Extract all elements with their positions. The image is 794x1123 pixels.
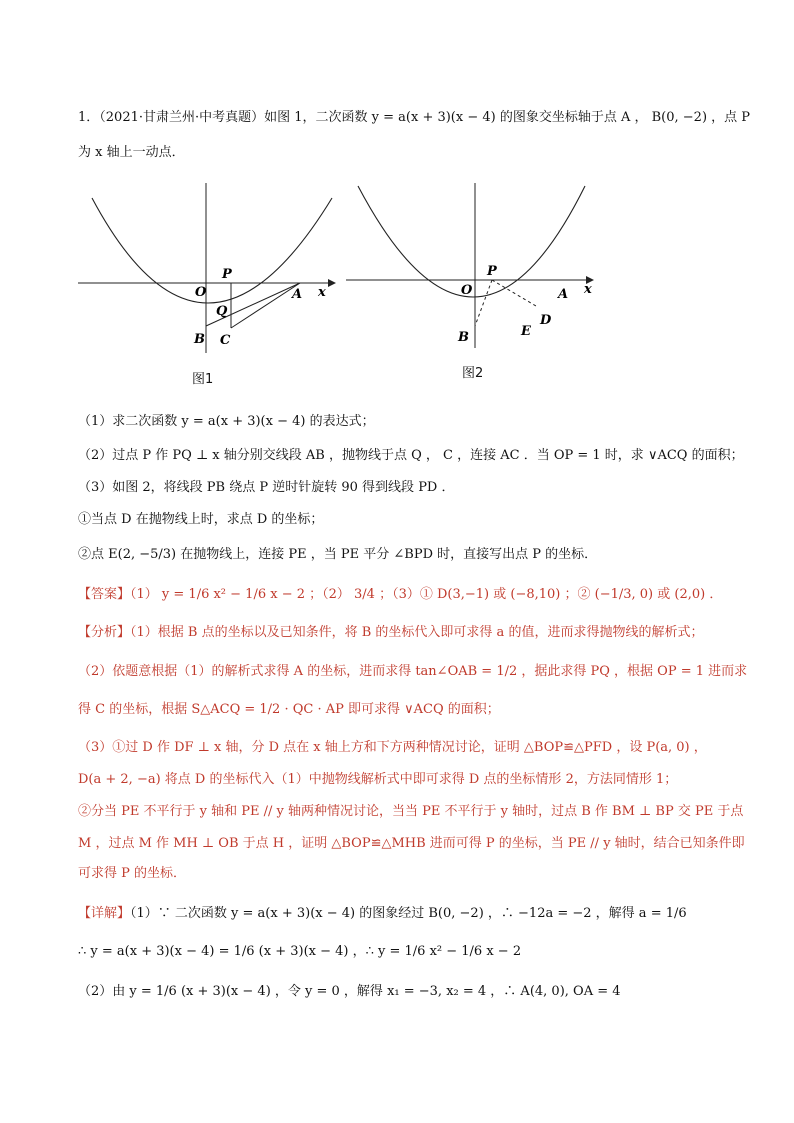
fig1-label-B: B	[194, 332, 205, 347]
question-3-part-2: ②点 E(2, −5/3) 在抛物线上，连接 PE ，当 PE 平分 ∠BPD 时，直接写出点 P 的坐标．	[78, 547, 598, 562]
analysis-p3e: 可求得 P 的坐标．	[78, 866, 187, 881]
fig1-label-P: P	[222, 267, 232, 282]
figure-2	[340, 178, 610, 363]
question-2: （2）过点 P 作 PQ ⊥ x 轴分别交线段 AB ，抛物线于点 Q ， C ，连接 AC ．当 OP = 1 时，求 ∨ACQ 的面积；	[78, 448, 744, 463]
solution-s2: ∴ y = a(x + 3)(x − 4) = 1/6 (x + 3)(x − 4) ，∴ y = 1/6 x² − 1/6 x − 2	[78, 944, 522, 959]
question-1: （1）求二次函数 y = a(x + 3)(x − 4) 的表达式；	[78, 414, 375, 429]
fig2-label-A: A	[558, 287, 569, 302]
analysis-p3c: ②分当 PE 不平行于 y 轴和 PE // y 轴两种情况讨论，当当 PE 不平行于 y 轴时，过点 B 作 BM ⊥ BP 交 PE 于点	[78, 804, 744, 819]
answer-tag: 【答案】	[78, 587, 131, 602]
analysis-tag: 【分析】	[78, 625, 131, 640]
problem-line-2: 为 x 轴上一动点．	[78, 145, 185, 160]
fig1-label-O: O	[195, 285, 207, 300]
fig1-label-Q: Q	[216, 304, 228, 319]
fig1-segment-CA	[231, 283, 303, 328]
fig1-x-arrow	[328, 279, 336, 287]
figure-1-caption: 图1	[192, 372, 214, 387]
problem-line-1: 1．（2021·甘肃兰州·中考真题）如图 1，二次函数 y = a(x + 3)(x − 4) 的图象交坐标轴于点 A ， B(0, −2) ，点 P	[78, 110, 751, 125]
fig1-label-A: A	[292, 287, 303, 302]
fig2-label-P: P	[487, 264, 497, 279]
fig2-segment-PB	[475, 280, 492, 326]
fig2-label-x: x	[584, 282, 592, 297]
fig1-label-x: x	[318, 285, 326, 300]
question-3-part-1: ①当点 D 在抛物线上时，求点 D 的坐标；	[78, 512, 324, 527]
solution-s1: （1）∵ 二次函数 y = a(x + 3)(x − 4) 的图象经过 B(0, −2) ，∴ −12a = −2 ，解得 a = 1/6	[130, 906, 687, 921]
solution-s3: （2）由 y = 1/6 (x + 3)(x − 4) ，令 y = 0 ，解得 x₁ = −3, x₂ = 4 ，∴ A(4, 0), OA = 4	[78, 984, 621, 999]
fig2-label-B: B	[458, 330, 469, 345]
analysis-p2a: （2）依题意根据（1）的解析式求得 A 的坐标，进而求得 tan∠OAB = 1/2 ，据此求得 PQ ，根据 OP = 1 进而求	[78, 664, 748, 679]
fig2-label-D: D	[540, 313, 552, 328]
fig2-label-E: E	[521, 324, 531, 339]
analysis-p3d: M ，过点 M 作 MH ⊥ OB 于点 H ，证明 △BOP≌△MHB 进而可得 P 的坐标，当 PE // y 轴时，结合已知条件即	[78, 836, 745, 851]
answer-text: （1） y = 1/6 x² − 1/6 x − 2 ；（2） 3/4 ；（3）① D(3,−1) 或 (−8,10) ；② (−1/3, 0) 或 (2,0) ．	[130, 587, 723, 602]
fig1-label-C: C	[220, 333, 231, 348]
fig2-label-O: O	[461, 283, 473, 298]
figure-2-caption: 图2	[462, 366, 484, 381]
question-3: （3）如图 2，将线段 PB 绕点 P 逆时针旋转 90 得到线段 PD ．	[78, 480, 455, 495]
analysis-p3b: D(a + 2, −a) 将点 D 的坐标代入（1）中抛物线解析式中即可求得 D 点的坐标情形 2，方法同情形 1；	[78, 772, 678, 787]
analysis-p1: （1）根据 B 点的坐标以及已知条件，将 B 的坐标代入即可求得 a 的值，进而求得抛物线的解析式；	[130, 625, 704, 640]
figure-1	[70, 178, 340, 388]
solution-line-1	[78, 904, 687, 924]
fig2-segment-PD	[492, 280, 536, 306]
analysis-line-1	[78, 623, 703, 643]
answer-line	[78, 585, 722, 605]
solution-tag: 【详解】	[78, 906, 131, 921]
analysis-p2b: 得 C 的坐标，根据 S△ACQ = 1/2 · QC · AP 即可求得 ∨ACQ 的面积；	[78, 702, 500, 717]
analysis-p3a: （3）①过 D 作 DF ⊥ x 轴，分 D 点在 x 轴上方和下方两种情况讨论，证明 △BOP≌△PFD ，设 P(a, 0) ，	[78, 740, 707, 755]
